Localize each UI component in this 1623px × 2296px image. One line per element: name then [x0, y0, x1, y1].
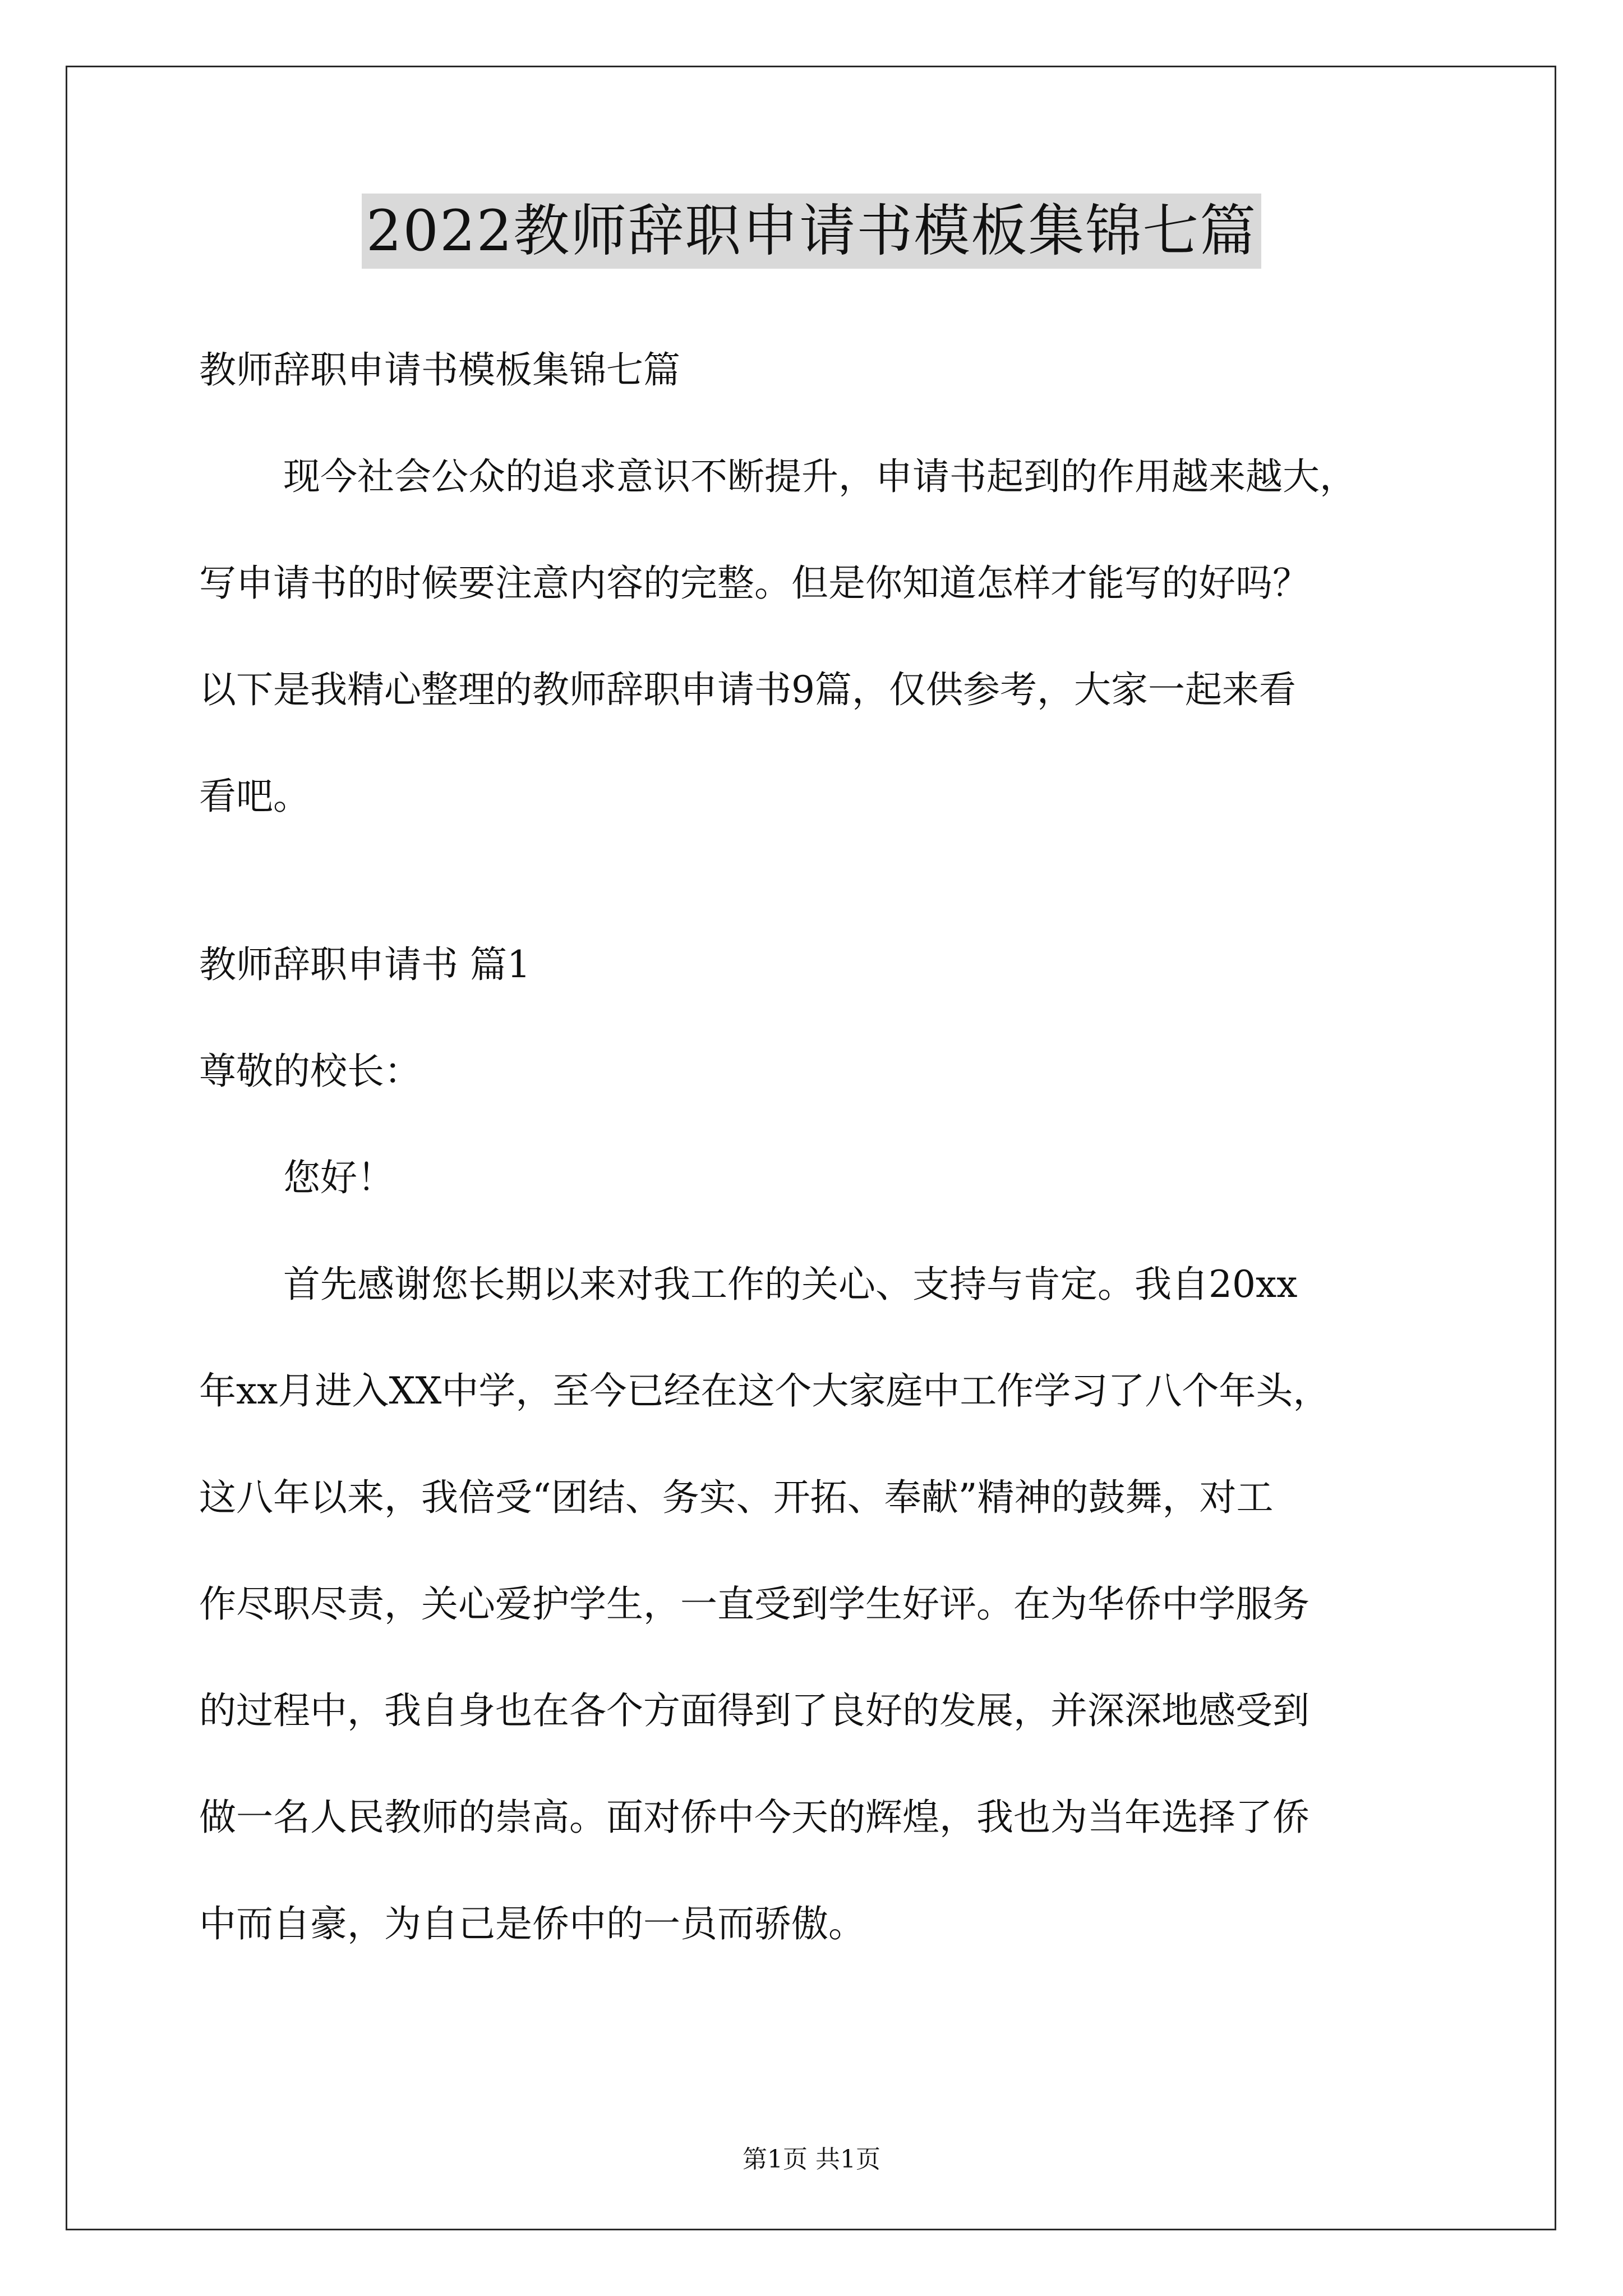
body-line: 做一名人民教师的崇高。面对侨中今天的辉煌，我也为当年选择了侨	[199, 1796, 1310, 1839]
body-line: 这八年以来，我倍受“团结、务实、开拓、奉献”精神的鼓舞，对工	[199, 1476, 1274, 1519]
document-body	[199, 348, 1433, 2008]
body-line: 首先感谢您长期以来对我工作的关心、支持与肯定。我自20xx	[283, 1263, 1298, 1306]
title-container	[0, 194, 1623, 269]
greeting: 您好！	[283, 1156, 394, 1199]
intro-line: 写申请书的时候要注意内容的完整。但是你知道怎样才能写的好吗？	[199, 562, 1310, 605]
section-heading: 教师辞职申请书 篇1	[199, 943, 531, 986]
salutation: 尊敬的校长：	[199, 1050, 421, 1093]
intro-line: 以下是我精心整理的教师辞职申请书9篇，仅供参考，大家一起来看	[199, 668, 1296, 711]
intro-line: 现今社会公众的追求意识不断提升，申请书起到的作用越来越大，	[283, 455, 1357, 498]
body-line: 作尽职尽责，关心爱护学生，一直受到学生好评。在为华侨中学服务	[199, 1582, 1310, 1626]
body-line: 的过程中，我自身也在各个方面得到了良好的发展，并深深地感受到	[199, 1689, 1310, 1732]
page-footer: 第1页 共1页	[743, 2145, 880, 2174]
document-title: 2022教师辞职申请书模板集锦七篇	[362, 194, 1262, 269]
subtitle: 教师辞职申请书模板集锦七篇	[199, 348, 680, 392]
intro-line: 看吧。	[199, 775, 310, 818]
body-line: 中而自豪，为自己是侨中的一员而骄傲。	[199, 1902, 865, 1945]
body-line: 年xx月进入XX中学，至今已经在这个大家庭中工作学习了八个年头，	[199, 1369, 1330, 1412]
